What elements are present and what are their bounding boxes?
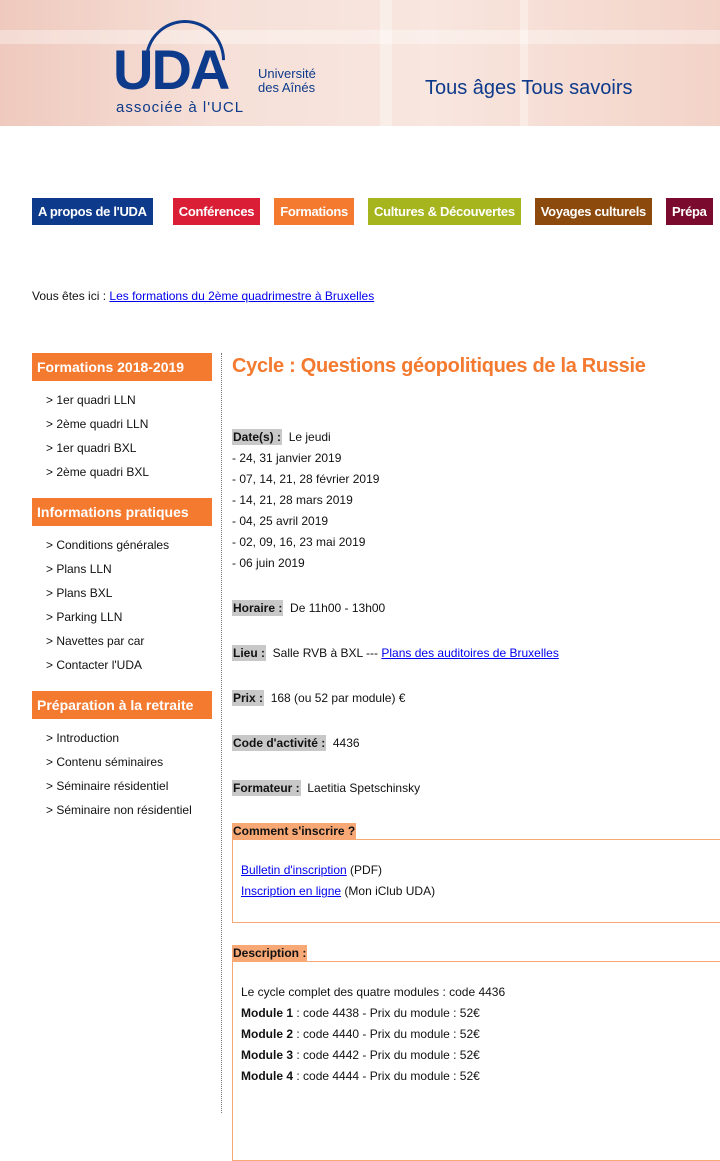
code-row xyxy=(232,736,360,751)
sidebar-item[interactable]: > 2ème quadri LLN xyxy=(46,417,149,431)
sidebar-item[interactable]: > Navettes par car xyxy=(46,634,145,648)
formateur-row xyxy=(232,781,420,796)
page-title: Cycle : Questions géopolitiques de la Russie xyxy=(232,355,646,377)
sidebar xyxy=(32,353,212,836)
module-name: Module 1 xyxy=(241,1006,294,1020)
bulletin-inscription-link[interactable]: Bulletin d'inscription xyxy=(241,863,347,877)
prix-row xyxy=(232,691,405,706)
description-intro: Le cycle complet des quatre modules : code 4436 xyxy=(241,985,506,999)
module-line xyxy=(241,1003,720,1024)
date-line: - 07, 14, 21, 28 février 2019 xyxy=(232,472,380,486)
logo-subtitle: associée à l'UCL xyxy=(116,99,245,116)
horaire-label: Horaire : xyxy=(233,601,283,615)
breadcrumb-link[interactable]: Les formations du 2ème quadrimestre à Bruxelles xyxy=(109,289,375,303)
main-content xyxy=(232,353,720,1083)
prix-value: 168 (ou 52 par module) € xyxy=(270,691,406,705)
module-name: Module 2 xyxy=(241,1027,294,1041)
horaire-row xyxy=(232,601,385,616)
date-line: - 06 juin 2019 xyxy=(232,556,305,570)
inscription-heading: Comment s'inscrire ? xyxy=(233,824,356,838)
date-line: - 14, 21, 28 mars 2019 xyxy=(232,493,353,507)
sidebar-list xyxy=(32,381,212,498)
module-text: : code 4442 - Prix du module : 52€ xyxy=(296,1048,480,1062)
site-header xyxy=(0,0,720,126)
dates-label: Date(s) : xyxy=(233,430,282,444)
inscription-line xyxy=(241,881,720,902)
horaire-value: De 11h00 - 13h00 xyxy=(290,601,386,615)
logo-aines-line: des Aînés xyxy=(258,80,316,95)
breadcrumb xyxy=(32,289,374,303)
lieu-row xyxy=(232,646,559,661)
inscription-en-ligne-link[interactable]: Inscription en ligne xyxy=(241,884,342,898)
sidebar-item[interactable]: > 2ème quadri BXL xyxy=(46,465,150,479)
logo-university xyxy=(258,67,316,95)
sidebar-list xyxy=(32,526,212,691)
breadcrumb-prefix: Vous êtes ici : xyxy=(32,289,107,303)
sidebar-item[interactable]: > Parking LLN xyxy=(46,610,123,624)
sidebar-item[interactable]: > Plans LLN xyxy=(46,562,112,576)
code-value: 4436 xyxy=(332,736,360,750)
sidebar-item[interactable]: > Plans BXL xyxy=(46,586,113,600)
nav-conferences[interactable]: Conférences xyxy=(173,198,260,225)
sidebar-item[interactable]: > Conditions générales xyxy=(46,538,170,552)
nav-voyages[interactable]: Voyages culturels xyxy=(535,198,652,225)
formateur-label: Formateur : xyxy=(233,781,300,795)
nav-cultures[interactable]: Cultures & Découvertes xyxy=(368,198,521,225)
module-name: Module 3 xyxy=(241,1048,294,1062)
sidebar-list xyxy=(32,719,212,836)
sidebar-item[interactable]: > Introduction xyxy=(46,731,120,745)
description-box xyxy=(232,961,720,1161)
sidebar-section-title: Préparation à la retraite xyxy=(32,691,212,719)
lieu-label: Lieu : xyxy=(233,646,265,660)
dates-row xyxy=(232,430,331,445)
sidebar-item[interactable]: > Séminaire non résidentiel xyxy=(46,803,192,817)
sidebar-item[interactable]: > Contenu séminaires xyxy=(46,755,164,769)
nav-a-propos[interactable]: A propos de l'UDA xyxy=(32,198,153,225)
date-line: - 02, 09, 16, 23 mai 2019 xyxy=(232,535,366,549)
module-line xyxy=(241,1066,720,1087)
inscription-line xyxy=(241,860,720,881)
sidebar-item[interactable]: > 1er quadri LLN xyxy=(46,393,136,407)
sidebar-item[interactable]: > Séminaire résidentiel xyxy=(46,779,169,793)
logo-university-line: Université xyxy=(258,66,316,81)
inscription-note: (Mon iClub UDA) xyxy=(344,884,436,898)
lieu-value: Salle RVB à BXL --- xyxy=(272,646,379,660)
sidebar-item[interactable]: > 1er quadri BXL xyxy=(46,441,137,455)
sidebar-item[interactable]: > Contacter l'UDA xyxy=(46,658,142,672)
module-name: Module 4 xyxy=(241,1069,294,1083)
dates-intro: Le jeudi xyxy=(288,430,331,444)
plans-auditoires-link[interactable]: Plans des auditoires de Bruxelles xyxy=(381,646,559,660)
sidebar-section-title: Informations pratiques xyxy=(32,498,212,526)
code-label: Code d'activité : xyxy=(233,736,326,750)
module-text: : code 4444 - Prix du module : 52€ xyxy=(296,1069,480,1083)
module-line xyxy=(241,1024,720,1045)
nav-preparation[interactable]: Prépa xyxy=(666,198,713,225)
sidebar-section-title: Formations 2018-2019 xyxy=(32,353,212,381)
date-line: - 04, 25 avril 2019 xyxy=(232,514,329,528)
formateur-value: Laetitia Spetschinsky xyxy=(307,781,421,795)
description-heading: Description : xyxy=(233,946,307,960)
nav-formations[interactable]: Formations xyxy=(274,198,354,225)
bulletin-note: (PDF) xyxy=(350,863,383,877)
module-text: : code 4440 - Prix du module : 52€ xyxy=(296,1027,480,1041)
module-line xyxy=(241,1045,720,1066)
logo-text: UDA xyxy=(113,38,229,101)
tagline: Tous âges Tous savoirs xyxy=(425,77,633,99)
module-text: : code 4438 - Prix du module : 52€ xyxy=(296,1006,480,1020)
sidebar-divider xyxy=(221,353,222,1113)
date-line: - 24, 31 janvier 2019 xyxy=(232,451,342,465)
prix-label: Prix : xyxy=(233,691,264,705)
main-nav xyxy=(32,198,713,225)
inscription-box xyxy=(232,839,720,923)
modules-list xyxy=(241,1003,720,1087)
